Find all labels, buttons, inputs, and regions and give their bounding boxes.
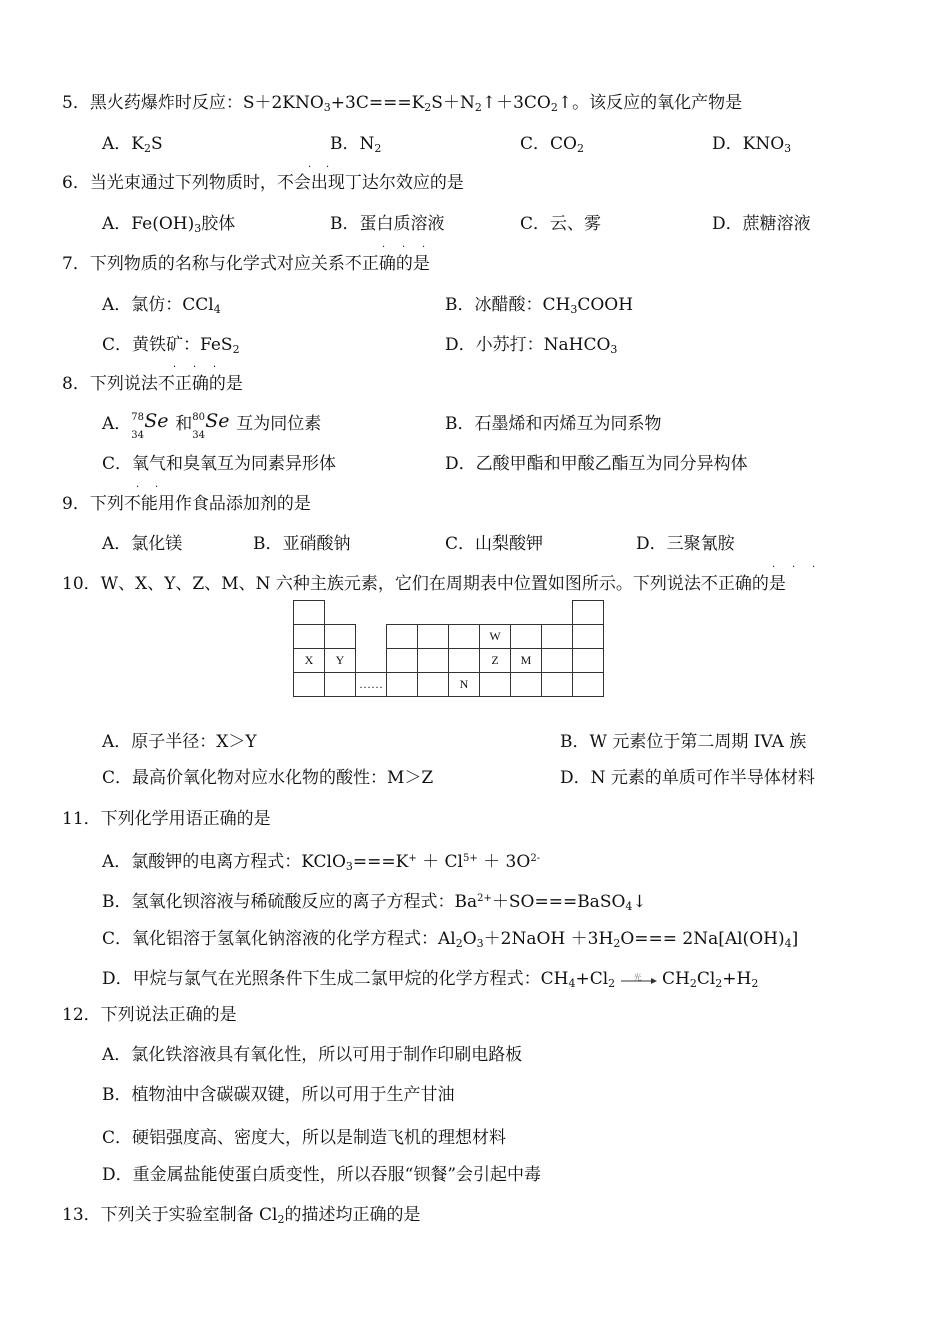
q8-option-d: D．乙酸甲酯和甲酸乙酯互为同分异构体 [445, 454, 748, 474]
q7-option-c: C．黄铁矿：FeS$_2$ [102, 335, 240, 356]
isotope-se-78: 78 34 Se [131, 410, 169, 441]
q7-stem: 7．下列物质的名称与化学式对应关系不正确的是 [62, 254, 430, 274]
q5-option-b: B．$N_2$ [330, 134, 382, 155]
q9-option-a: A．氯化镁 [102, 534, 183, 554]
cell-x: X [294, 649, 325, 673]
q5-option-c: C．$CO_2$ [520, 134, 584, 155]
q9-option-c: C．山梨酸钾 [445, 534, 544, 554]
q10-option-c: C．最高价氧化物对应水化物的酸性：M＞Z [102, 768, 434, 788]
q12-option-c: C．硬铝强度高、密度大，所以是制造飞机的理想材料 [102, 1128, 507, 1148]
q8-stem: 8．下列说法不正确的是 [62, 374, 243, 394]
q7-option-a: A．氯仿：CCl$_4$ [102, 295, 221, 316]
q6-option-a: A．$Fe(OH)_3$胶体 [102, 214, 236, 235]
q6-option-c: C．云、雾 [520, 214, 602, 234]
light-arrow-icon: 光 [621, 973, 657, 987]
q5-option-a: A．$K_2S$ [102, 134, 163, 155]
q9-option-d: D．三聚氰胺 [636, 534, 735, 554]
q10-stem: 10．W、X、Y、Z、M、N 六种主族元素，它们在周期表中位置如图所示。下列说法不正确的是 [62, 574, 786, 594]
q8-option-b: B．石墨烯和丙烯互为同系物 [445, 414, 662, 434]
cell-z: Z [480, 649, 511, 673]
q12-option-b: B．植物油中含碳碳双键，所以可用于生产甘油 [102, 1085, 455, 1105]
q6-stem: 6．当光束通过下列物质时，不会出现丁达尔效应的是 [62, 173, 464, 193]
cell-n: N [449, 673, 480, 697]
cell-m: M [511, 649, 542, 673]
q9-stem: 9．下列不能用作食品添加剂的是 [62, 494, 311, 514]
q6-option-b: B．蛋白质溶液 [330, 214, 445, 234]
q11-option-a: A．氯酸钾的电离方程式：KClO$_3$===K+ ＋ $Cl^{5+} + 3O^{2-}$ [102, 852, 541, 873]
q8-option-c: C．氧气和臭氧互为同素异形体 [102, 454, 337, 474]
q13-stem: 13．下列关于实验室制备 $Cl_2$的描述均正确的是 [62, 1205, 421, 1226]
q7-option-b: B．冰醋酸：$CH_3COOH$ [445, 295, 634, 316]
q11-stem: 11．下列化学用语正确的是 [62, 809, 271, 829]
q12-option-d: D．重金属盐能使蛋白质变性，所以吞服“钡餐”会引起中毒 [102, 1165, 542, 1185]
q5-stem: 5．黑火药爆炸时反应：$S+2KNO_3+3C===K_2S+N_2↑+3CO_2↑$。该反应的氧化产物是 [62, 93, 743, 114]
q7-option-d: D．小苏打：NaHCO$_3$ [445, 335, 618, 356]
q5-option-d: D．$KNO_3$ [712, 134, 792, 155]
q12-option-a: A．氯化铁溶液具有氧化性，所以可用于制作印刷电路板 [102, 1045, 523, 1065]
q11-option-d: D．甲烷与氯气在光照条件下生成二氯甲烷的化学方程式：$CH_4+Cl_2$ 光 $CH_2Cl_2+H_2$ [102, 969, 759, 990]
q10-option-d: D．N 元素的单质可作半导体材料 [560, 768, 815, 788]
q10-option-b: B．W 元素位于第二周期 IVA 族 [560, 732, 807, 752]
q9-option-b: B．亚硝酸钠 [253, 534, 351, 554]
periodic-table-diagram [293, 600, 604, 697]
isotope-se-80: 80 34 Se [192, 410, 230, 441]
q12-stem: 12．下列说法正确的是 [62, 1005, 237, 1025]
cell-w: W [480, 625, 511, 649]
q11-option-c: C．氧化铝溶于氢氧化钠溶液的化学方程式：$Al_2O_3+2NaOH +3H_2O=== 2Na[Al(OH)_4]$ [102, 929, 799, 950]
q8-option-a: A． 78 34 Se 和 80 34 Se 互为同位素 [102, 410, 322, 441]
q11-option-b: B．氢氧化钡溶液与稀硫酸反应的离子方程式：$Ba^{2+}+SO===BaSO_4↓$ [102, 892, 647, 913]
q10-option-a: A．原子半径：X＞Y [102, 732, 257, 752]
cell-y: Y [325, 649, 356, 673]
q6-option-d: D．蔗糖溶液 [712, 214, 811, 234]
cell-dots: …… [356, 673, 387, 697]
